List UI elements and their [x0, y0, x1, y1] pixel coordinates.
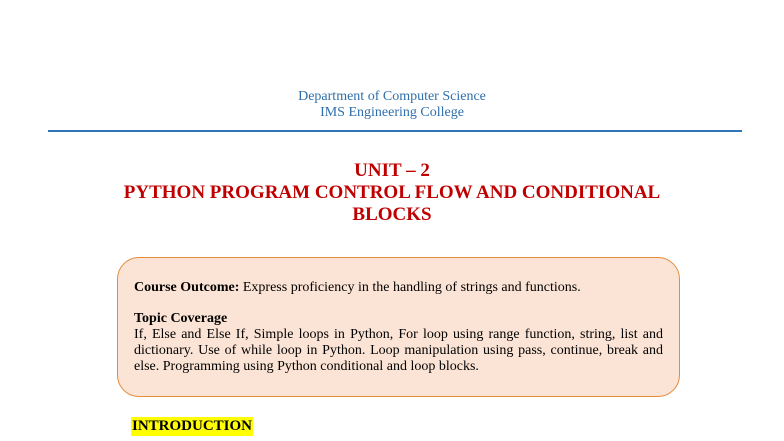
unit-title: PYTHON PROGRAM CONTROL FLOW AND CONDITIONAL BLOCKS	[123, 182, 661, 225]
page-header	[0, 89, 784, 121]
course-outcome-box	[117, 257, 680, 397]
department-name: Department of Computer Science	[298, 89, 486, 104]
header-divider	[48, 130, 742, 132]
course-outcome-text: Express proficiency in the handling of strings and functions.	[239, 280, 581, 295]
college-name: IMS Engineering College	[320, 105, 464, 120]
document-title	[0, 160, 784, 226]
unit-number: UNIT – 2	[354, 160, 430, 181]
topic-coverage-text: If, Else and Else If, Simple loops in Python, For loop using range function, string, list and dictionary. Use of while loop in Python. Loop manipulation using pass, continue, break and else. Programming using Python conditional and loop blocks.	[134, 327, 663, 374]
topic-coverage-heading: Topic Coverage	[134, 311, 228, 326]
course-outcome	[134, 280, 663, 296]
course-outcome-label: Course Outcome:	[134, 280, 240, 295]
introduction-heading: INTRODUCTION	[132, 418, 253, 434]
